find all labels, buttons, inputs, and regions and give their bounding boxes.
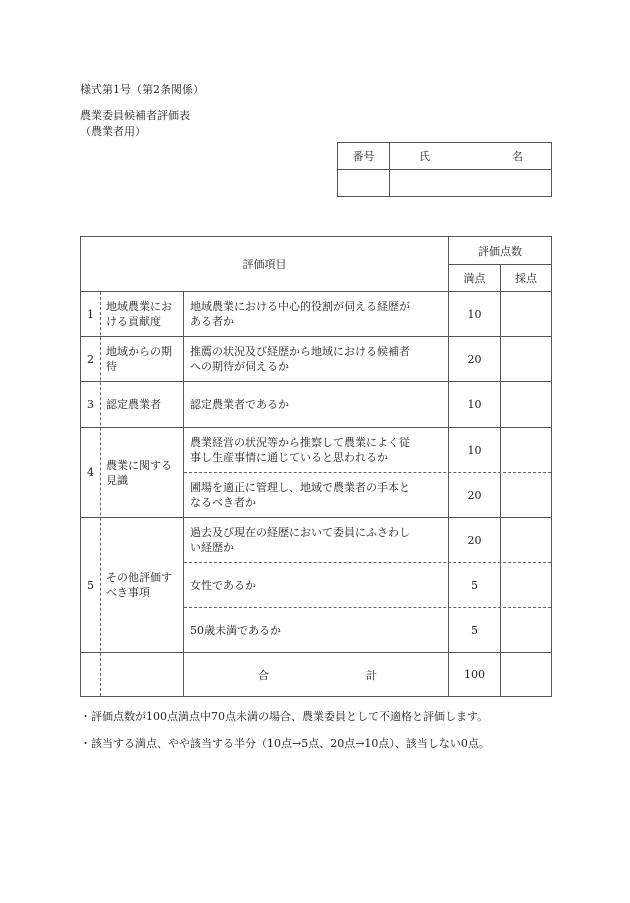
name-label-first: 氏 — [419, 150, 430, 163]
note-scoring-rule: ・該当する満点、やや該当する半分（10点→5点、20点→10点）、該当しない0点。 — [80, 737, 490, 750]
row-item-text: 推薦の状況及び経歴から地域における候補者 への期待が伺えるか — [190, 345, 410, 373]
row-score-field[interactable] — [501, 428, 551, 472]
form-title: 農業委員候補者評価表 — [80, 109, 190, 122]
number-label: 番号 — [352, 150, 375, 163]
row-score-field[interactable] — [501, 292, 551, 336]
header-evaluation-item: 評価項目 — [242, 258, 287, 271]
header-full-score: 満点 — [463, 272, 486, 285]
row-max-score: 10 — [467, 398, 482, 411]
row-number: 3 — [87, 398, 94, 411]
row-score-field[interactable] — [501, 608, 551, 652]
row-score-field[interactable] — [501, 382, 551, 427]
row-item-text: 女性であるか — [190, 578, 256, 592]
header-grade: 採点 — [515, 272, 537, 285]
form-number: 様式第1号（第2条関係） — [80, 83, 204, 96]
row-score-field[interactable] — [501, 563, 551, 607]
row-item-text: 地域農業における中心的役割が伺える経歴が ある者か — [190, 300, 410, 328]
row-number: 5 — [87, 578, 94, 592]
row-category: その他評価す べき事項 — [106, 571, 172, 599]
row-max-score: 5 — [471, 623, 478, 637]
row-item-text: 農業経営の状況等から推察して農業によく従 事し生産事情に通じていると思われるか — [190, 436, 410, 464]
row-score-field[interactable] — [501, 518, 551, 562]
note-failing-threshold: ・評価点数が100点満点中70点未満の場合、農業委員として不適格と評価します。 — [80, 710, 489, 723]
row-item-text: 過去及び現在の経歴において委員にふさわし い経歴か — [190, 526, 410, 554]
total-label-first: 合 — [258, 669, 269, 682]
total-label-last: 計 — [366, 669, 377, 682]
row-score-field[interactable] — [501, 337, 551, 381]
name-label-last: 名 — [512, 150, 523, 163]
row-category: 地域からの期 待 — [106, 345, 172, 373]
row-max-score: 10 — [467, 443, 482, 457]
row-max-score: 20 — [467, 488, 482, 502]
header-score: 評価点数 — [478, 244, 522, 258]
row-score-field[interactable] — [501, 473, 551, 517]
row-category: 地域農業にお ける貢献度 — [106, 300, 172, 328]
total-max-score: 100 — [464, 668, 485, 681]
total-score-field[interactable] — [501, 653, 551, 696]
row-number: 4 — [87, 466, 94, 479]
row-item-text: 圃場を適正に管理し、地域で農業者の手本と なるべき者か — [190, 481, 410, 509]
row-item-text: 50歳未満であるか — [190, 623, 281, 637]
row-max-score: 20 — [467, 352, 482, 366]
row-max-score: 10 — [467, 307, 482, 321]
row-max-score: 5 — [471, 578, 478, 592]
row-category: 認定農業者 — [106, 398, 161, 411]
row-category: 農業に関する 見識 — [106, 458, 172, 487]
row-number: 2 — [87, 352, 94, 366]
name-field[interactable] — [390, 170, 551, 196]
row-item-text: 認定農業者であるか — [190, 398, 289, 411]
row-number: 1 — [87, 307, 94, 321]
number-field[interactable] — [338, 170, 389, 196]
row-max-score: 20 — [467, 533, 482, 547]
form-subtitle: （農業者用） — [80, 125, 146, 138]
